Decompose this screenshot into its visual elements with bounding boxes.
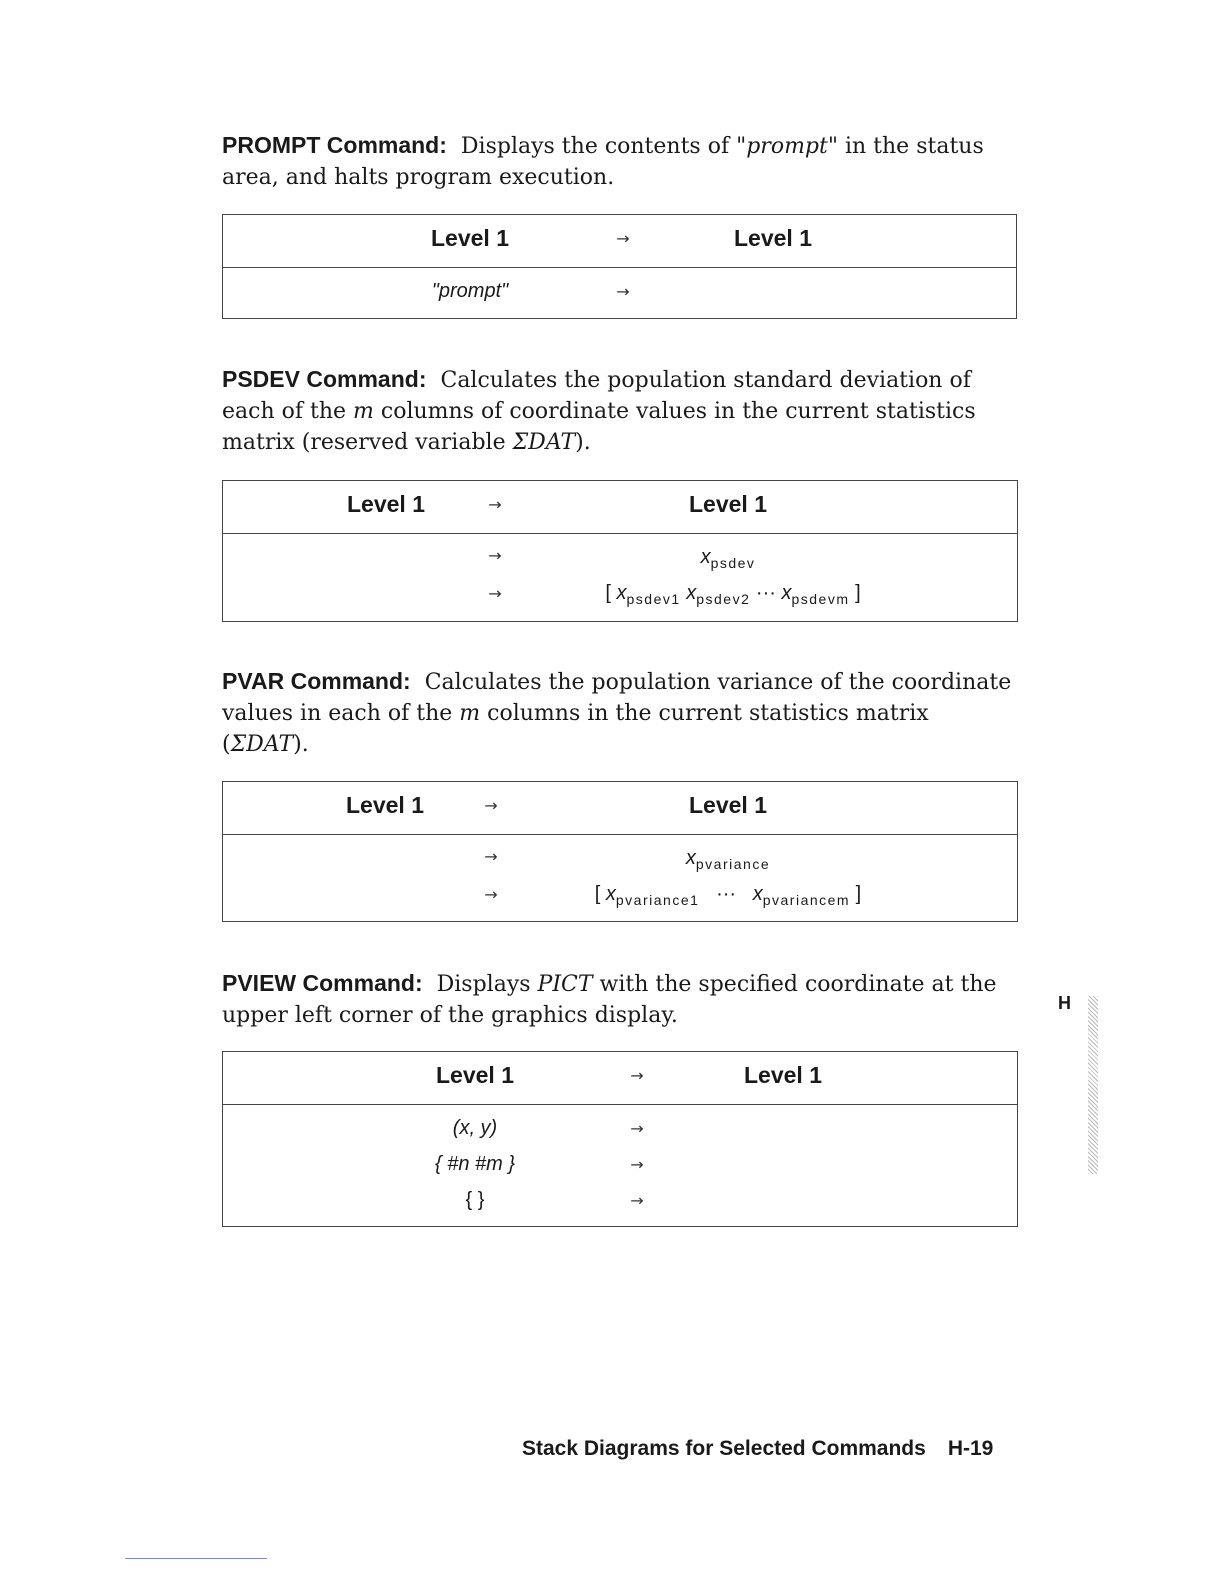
chapter-tab-label: H [1058, 993, 1071, 1013]
psdev-title: PSDEV Command: [222, 366, 427, 392]
divider [125, 1558, 267, 1559]
arrow-icon: → [488, 584, 502, 603]
arrow-icon: → [630, 1119, 644, 1138]
pvar-title: PVAR Command: [222, 668, 411, 694]
arrow-icon: → [616, 229, 630, 248]
prompt-stack-table: Level 1 → Level 1 "prompt" → [222, 214, 1017, 319]
arrow-icon: → [488, 546, 502, 565]
arrow-icon: → [630, 1191, 644, 1210]
prompt-section [222, 130, 1018, 193]
pvar-section [222, 666, 1022, 760]
list-item: { } [465, 1189, 485, 1211]
list-item: (x, y) [452, 1117, 498, 1139]
arrow-icon: → [484, 847, 498, 866]
arrow-icon: → [616, 282, 630, 301]
table-header: Level 1 → Level 1 [223, 782, 1017, 835]
psdev-description: PSDEV Command: Calculates the population standard deviation of each of the m columns of coordinate values in the current statistics matrix (reserved variable ΣDAT). [222, 366, 976, 455]
table-header: Level 1 → Level 1 [223, 481, 1017, 534]
page-number: H-19 [947, 1437, 994, 1460]
list-item: [ $x_{pvariance1}$ ··· $x_{pvariancem}$ ] [594, 883, 862, 908]
footer-title: Stack Diagrams for Selected Commands [522, 1437, 926, 1460]
pview-stack-table [222, 1051, 1018, 1227]
arrow-icon: → [484, 796, 498, 815]
pview-section [222, 968, 1022, 1031]
arrow-icon: → [488, 495, 502, 514]
table-header: Level 1 → Level 1 [223, 1052, 1017, 1105]
prompt-description: PROMPT Command: Displays the contents of "prompt" in the status area, and halts program execution. [222, 132, 984, 190]
arrow-icon: → [484, 885, 498, 904]
arrow-icon: → [630, 1066, 644, 1085]
list-item: { #n #m } [434, 1153, 516, 1175]
page-footer [522, 1437, 993, 1461]
pvar-description: PVAR Command: Calculates the population variance of the coordinate values in each of the m columns in the current statistics matrix (ΣDAT). [222, 668, 1012, 757]
list-item: $x_{pvariance}$ [685, 847, 771, 872]
list-item: [ $x_{psdev1}$ $x_{psdev2}$ ··· $x_{psdevm}$ ] [605, 582, 861, 607]
pview-description: PVIEW Command: Displays PICT with the specified coordinate at the upper left corner of the graphics display. [222, 970, 997, 1028]
arrow-icon: → [630, 1155, 644, 1174]
prompt-title: PROMPT Command: [222, 132, 447, 158]
psdev-stack-table [222, 480, 1018, 622]
psdev-section [222, 364, 1022, 458]
chapter-tab-marker [1088, 996, 1098, 1174]
pvar-stack-table [222, 781, 1018, 922]
list-item: $x_{psdev}$ [700, 546, 756, 571]
pview-title: PVIEW Command: [222, 970, 423, 996]
table-header: Level 1 → Level 1 [223, 215, 1016, 268]
